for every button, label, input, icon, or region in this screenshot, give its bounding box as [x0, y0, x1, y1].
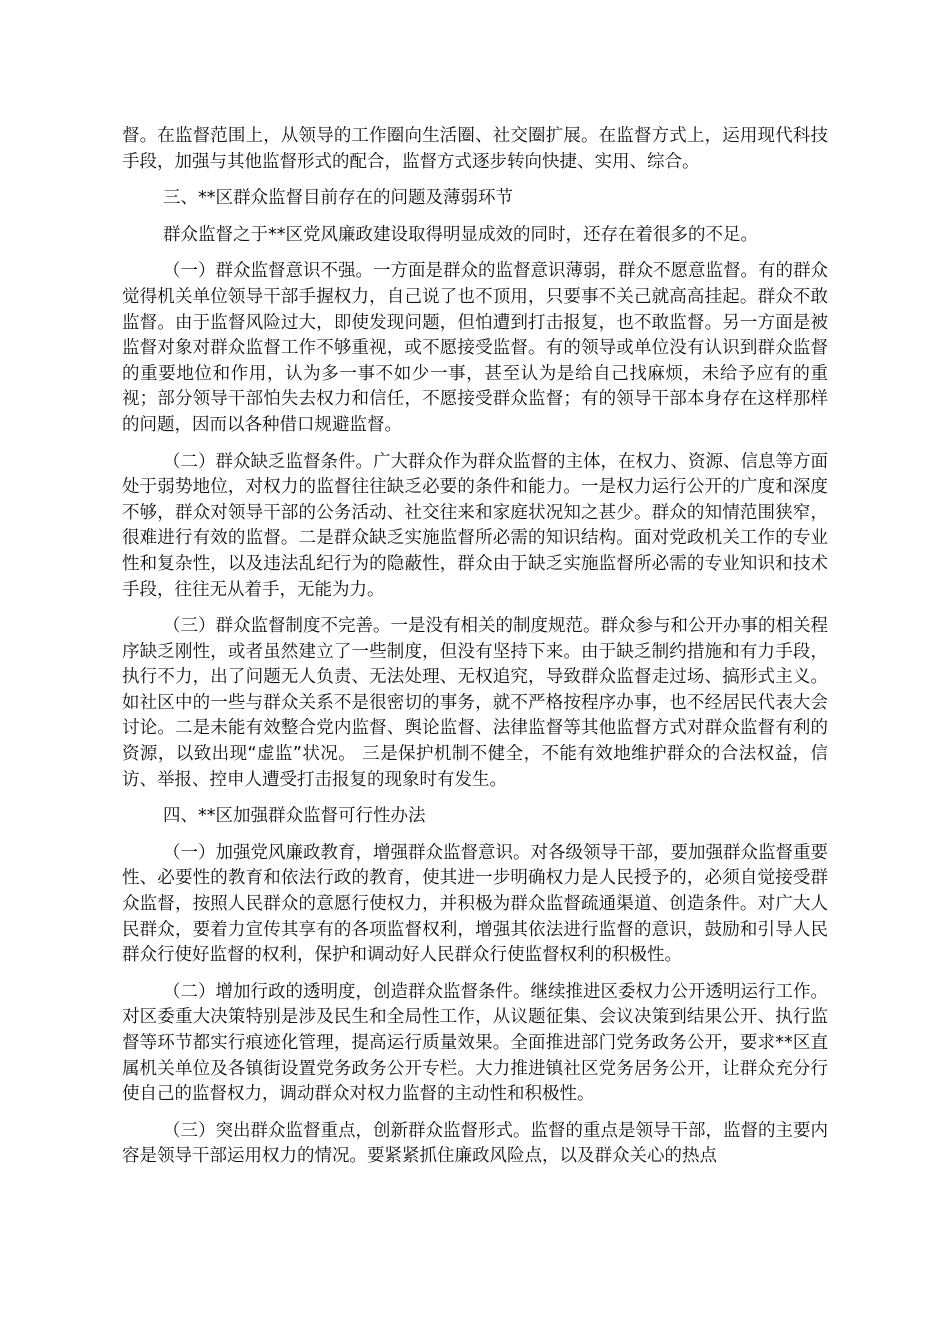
paragraph-4-1: （一）加强党风廉政教育，增强群众监督意识。对各级领导干部，要加强群众监督重要性、必要性的教育和依法行政的教育，使其进一步明确权力是人民授予的，必须自觉接受群众监督，按照人民群众的意愿行使权力，并积极为群众监督疏通渠道、创造条件。对广大人民群众，要着力宣传其享有的各项监督权利，增强其依法进行监督的意识，鼓励和引导人民群众行使好监督的权利，保护和调动好人民群众行使监督权利的积极性。 [122, 842, 828, 966]
paragraph-4-2: （二）增加行政的透明度，创造群众监督条件。继续推进区委权力公开透明运行工作。对区委重大决策特别是涉及民生和全局性工作，从议题征集、会议决策到结果公开、执行监督等环节都实行痕迹化管理，提高运行质量效果。全面推进部门党务政务公开，要求**区直属机关单位及各镇街设置党务政务公开专栏。大力推进镇社区党务居务公开，让群众充分行使自己的监督权力，调动群众对权力监督的主动性和积极性。 [122, 981, 828, 1105]
paragraph-intro: 群众监督之于**区党风廉政建设取得明显成效的同时，还存在着很多的不足。 [163, 224, 758, 245]
paragraph-3-1: （一）群众监督意识不强。一方面是群众的监督意识薄弱，群众不愿意监督。有的群众觉得机关单位领导干部手握权力，自己说了也不顶用，只要事不关己就高高挂起。群众不敢监督。由于监督风险过大，即使发现问题，但怕遭到打击报复，也不敢监督。另一方面是被监督对象对群众监督工作不够重视，或不愿接受监督。有的领导或单位没有认识到群众监督的重要地位和作用，认为多一事不如少一事，甚至认为是给自己找麻烦，未给予应有的重视；部分领导干部怕失去权力和信任，不愿接受群众监督；有的领导干部本身存在这样那样的问题，因而以各种借口规避监督。 [122, 261, 828, 435]
document-page [122, 124, 828, 1181]
paragraph-4-3: （三）突出群众监督重点，创新群众监督形式。监督的重点是领导干部，监督的主要内容是领导干部运用权力的情况。要紧紧抓住廉政风险点，以及群众关心的热点 [122, 1120, 828, 1167]
section-heading-three: 三、**区群众监督目前存在的问题及薄弱环节 [163, 188, 513, 209]
paragraph-3-3: （三）群众监督制度不完善。一是没有相关的制度规范。群众参与和公开办事的相关程序缺乏刚性，或者虽然建立了一些制度，但没有坚持下来。由于缺乏制约措施和有力手段，执行不力，出了问题无人负责、无法处理、无权追究，导致群众监督走过场、搞形式主义。如社区中的一些与群众关系不是很密切的事务，就不严格按程序办事，也不经居民代表大会讨论。二是未能有效整合党内监督、舆论监督、法律监督等其他监督方式对群众监督有利的资源，以致出现“虚监”状况。 三是保护机制不健全，不能有效地维护群众的合法权益，信访、举报、控申人遭受打击报复的现象时有发生。 [122, 616, 828, 790]
paragraph-3-2: （二）群众缺乏监督条件。广大群众作为群众监督的主体，在权力、资源、信息等方面处于弱势地位，对权力的监督往往缺乏必要的条件和能力。一是权力运行公开的广度和深度不够，群众对领导干部的公务活动、社交往来和家庭状况知之甚少。群众的知情范围狭窄，很难进行有效的监督。二是群众缺乏实施监督所必需的知识结构。面对党政机关工作的专业性和复杂性，以及违法乱纪行为的隐蔽性，群众由于缺乏实施监督所必需的专业知识和技术手段，往往无从着手，无能为力。 [122, 451, 828, 600]
section-heading-four: 四、**区加强群众监督可行性办法 [163, 806, 426, 827]
paragraph-continuation: 督。在监督范围上，从领导的工作圈向生活圈、社交圈扩展。在监督方式上，运用现代科技手段，加强与其他监督形式的配合，监督方式逐步转向快捷、实用、综合。 [122, 126, 828, 172]
